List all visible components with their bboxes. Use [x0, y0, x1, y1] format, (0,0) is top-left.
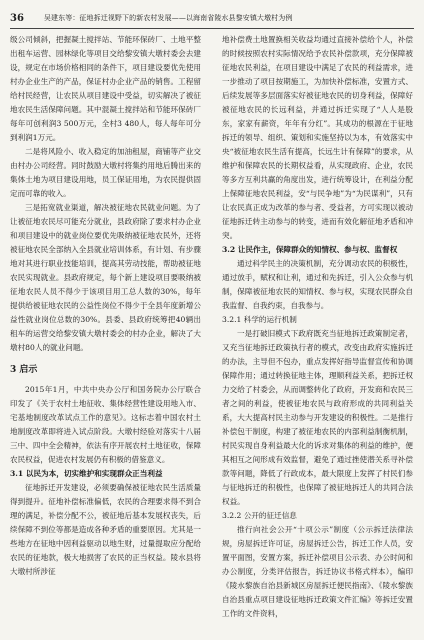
page-header [10, 10, 414, 26]
paragraph: 通过科学民主的决策机制，充分调动农民的积极性，通过放手，赋权和让利，通过和先拆迁，引入公众参与机制，保障被征地农民的知情权、参与权，实现农民群众自我监督、自我约束，自我参与。 [222, 259, 413, 310]
paragraph: 地补偿费土地置换相关收益均通过直接补偿给个人，补偿的时候按照农村实际情况给予农民补偿款项，充分保障被征地农民利益，在项目建设中满足了农民的利益需求，进一步推动了项目按期施工，为加快补偿标准，安置方式、后续发展等多层面落实好被征地农民的切身利益，保障好被征地农民的长远利益，并通过拆迁实现了“人人是股东，家家有薪资，年年有分红”。其成功的根源在于征地拆迁的领导、组织、策划和实施坚持以为本，有效落实中央“被征地农民生活有提高，长远生计有保障”的要求，从维护和保障农民的长期权益看，从实现政府、企业，农民等多方互利共赢的角度出发，进行统筹设计，在利益分配上保障征地农民利益，安“与民争地”为“为民谋利”，只有让农民真正成为改革的参与者、受益者，方可实现以被动征地拆迁转主动参与的转变，进而有效化解征地矛盾和冲突。 [222, 35, 413, 240]
paragraph: 三是拓宽就业渠道，解决被征地农民就业问题。为了让被征地农民尽可能充分就业，县政府除了要求村办企业和项目建设中的就业岗位要优先吸纳被征地农民外，还将被征地农民全部纳入全县就业培训体系，有计划、有步骤地对其进行职业技能培训，提高其劳动技能，帮助被征地农民实现就业。县政府规定，每个新上建设项目要吸纳被征地农民人员不得少于该项目用工总人数的30%，每年提供给被征地农民的公益性岗位不得少于全县年度新增公益性就业岗位总数的30%。县委、县政府统筹把40辆出租车的运营交给黎安镇大墩村委会的村办企业，解决了大墩村80人的就业问题。 [10, 203, 201, 352]
paragraph: 二是将风险小、收入稳定的加油租屋，商铺等产业交由村办公司经营。同时鼓励大墩村将集约用地后腾出来的集体土地为项目建设用地，员工保证用地，为农民提供固定而可靠的收入。 [10, 147, 201, 198]
paragraph: 征地拆迁开发建设，必须要确保被征地农民生活质量得到提升。征地补偿标准偏低，农民的合理要求得不到合理的满足，补偿分配不公，被征地后基本发展权丧失，后续保障不到位等都是造成各种矛盾的重要原因。尤其是一些地方在征地中因利益驱动以地生财，过量提取应分配给农民的征地款，极大地损害了农民的正当权益。陵水县将大墩村所涉征 [10, 483, 201, 576]
subsubsection-title: 3.2.1 科学的运行机制 [222, 315, 297, 324]
paragraph: 2015年1月，中共中央办公厅和国务院办公厅联合印发了《关于农村土地征收、集体经营性建设用地入市、宅基地制度改革试点工作的意见》。这标志着中国农村土地制度改革即将进入试点阶段。大墩村经验对落实十八届三中、四中全会精神，依法有序开展农村土地征收，保障农民权益，促进农村发展仍有积极的借鉴意义。 [10, 385, 201, 464]
left-column [10, 33, 201, 579]
running-title: 吴建东等：征地拆迁视野下的新农村发展——以海南省陵水县黎安镇大墩村为例 [43, 14, 293, 22]
subsection-title: 3.2 让民作主，保障群众的知情权、参与权、监督权 [222, 245, 398, 254]
header-rule [10, 28, 414, 29]
subsubsection-title: 3.2.2 公开的征迁信息 [222, 511, 297, 520]
page-number: 36 [10, 12, 24, 24]
paragraph: 一是打破旧模式下政府既充当征地拆迁政策制定者，又充当征地拆迁政策执行者的模式，改变由政府实施拆迁的办法，主导但不包办，重点发挥好指导监督宣传和协调保障作用；通过转换征地主体，理顺利益关系，把拆迁权力交给了村委会，从而调整转化了政府，开发商和农民三者之间的利益，使被征地农民与政府形成的共同利益关系，大大提高村民主动参与开发建设的积极性。二是推行补偿包干制度，构建了被征地农民的内部利益制衡机制，村民实现自身利益最大化的诉求对集体的利益的维护，便其相互之间形成有效监督，避免了通过挫使潜关系寻补偿款等问题，降低了行政成本，最大限度上发挥了村民们参与征地拆迁的积极性，也保障了被征地拆迁人的共同合法权益。 [222, 329, 413, 506]
subsection-title: 3.1 以民为本，切实维护和实现群众正当利益 [10, 469, 163, 478]
right-column [222, 33, 413, 621]
paragraph: 推行向社会公开“十项公示”制度（公示拆迁法律法规，房屋拆迁许可证，房屋拆迁公告，拆迁工作人员，安置平面图，安置方案，拆迁补偿项目公示表、办公时间和办公制度，分类评估报告，拆迁协议书格式样本），编印《陵水黎族自治县新城区房屋拆迁便民指南》、《陵水黎族自治县重点项目建设征地拆迁政策文件汇编》等拆迁安置工作的文件资料， [222, 525, 413, 618]
section-title: 3 启示 [10, 365, 38, 375]
paragraph: 级公司倾斜，把握凝土搅拌站、节能环保砖厂、土地平整出租车运营、园林绿化等项目交给黎安镇大墩村委会去建设，规定在市场价格相同的条件下，项目建设要优先使用村办企业生产的产品，保证村办企业产品的销售。工程留给村民经营，让农民从项目建设中受益，切实解决了被征地农民生活保障问题。其中混凝土搅拌站和节能环保砖厂每年可创利润3 500万元，全村3 480人，每人每年可分到利润1万元。 [10, 35, 201, 142]
